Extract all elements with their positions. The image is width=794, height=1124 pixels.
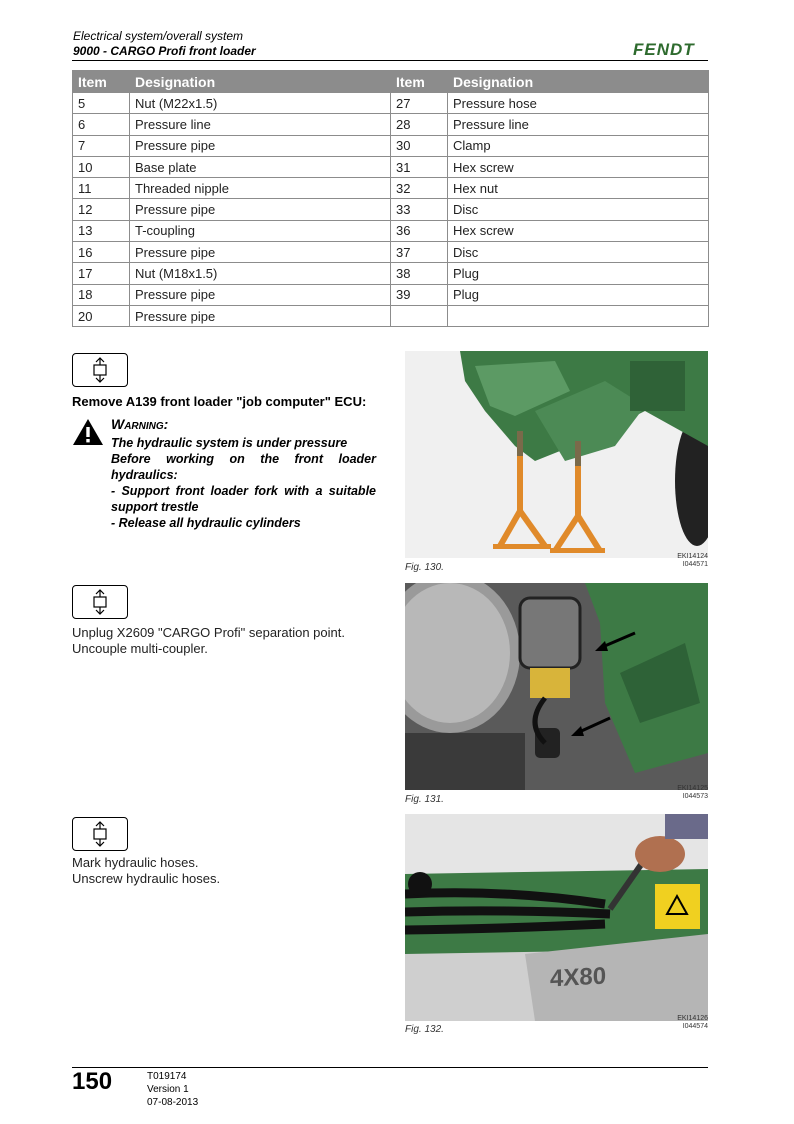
instruction-line: Unplug X2609 "CARGO Profi" separation point. [72,625,345,640]
parts-table [72,70,709,327]
header-divider [72,60,708,61]
designation-cell: Pressure pipe [130,135,391,156]
table-header-row [73,71,709,93]
item-cell: 7 [73,135,130,156]
table-row [73,199,709,220]
item-cell: 6 [73,114,130,135]
figure-130-photo [405,351,708,558]
designation-cell: Nut (M22x1.5) [130,93,391,114]
figure-code-line: I044571 [682,561,708,568]
item-cell: 28 [391,114,448,135]
item-cell: 17 [73,263,130,284]
item-cell: 38 [391,263,448,284]
fendt-logo: FENDT [633,40,695,59]
figure-130-code [605,553,708,569]
designation-cell: T-coupling [130,220,391,241]
designation-cell: Pressure pipe [130,305,391,326]
designation-cell: Pressure pipe [130,199,391,220]
document-code: T019174 [147,1071,187,1082]
figure-131-caption: Fig. 131. [405,794,444,805]
designation-cell: Hex nut [448,178,709,199]
item-cell: 37 [391,242,448,263]
footer-info [147,1070,198,1109]
item-cell: 10 [73,156,130,177]
table-row [73,93,709,114]
designation-cell: Plug [448,263,709,284]
step3-instructions [72,855,220,887]
designation-cell: Pressure line [130,114,391,135]
warning-title [111,416,168,432]
adjust-arrows-icon [89,589,111,615]
step2-instructions [72,625,345,657]
item-cell: 12 [73,199,130,220]
designation-cell: Hex screw [448,220,709,241]
designation-cell: Base plate [130,156,391,177]
table-row [73,263,709,284]
item-cell: 30 [391,135,448,156]
procedure-step-icon [72,585,128,619]
table-row [73,156,709,177]
figure-132-photo [405,814,708,1021]
designation-cell: Disc [448,199,709,220]
warning-icon [72,418,104,446]
designation-cell: Disc [448,242,709,263]
table-row [73,242,709,263]
item-cell: 16 [73,242,130,263]
procedure-step-icon [72,353,128,387]
procedure-step-icon [72,817,128,851]
table-row [73,114,709,135]
table-row [73,305,709,326]
item-cell: 39 [391,284,448,305]
front-loader-on-trestles-image [405,351,708,558]
figure-code-line: EKI14124 [677,553,708,560]
warning-line: The hydraulic system is under pressure [111,436,348,450]
col-header-designation: Designation [130,71,391,93]
instruction-line: Mark hydraulic hoses. [72,855,199,870]
designation-cell: Pressure line [448,114,709,135]
document-version: Version 1 [147,1084,189,1095]
section-title: Electrical system/overall system [73,29,244,43]
adjust-arrows-icon [89,357,111,383]
item-cell: 27 [391,93,448,114]
item-cell: 32 [391,178,448,199]
instruction-line: Unscrew hydraulic hoses. [72,871,221,886]
figure-code-line: EKI14126 [677,1015,708,1022]
warning-line: - Support front loader fork with a suitable support trestle [111,484,376,514]
designation-cell [448,305,709,326]
designation-cell: Pressure pipe [130,284,391,305]
adjust-arrows-icon [89,821,111,847]
designation-cell: Hex screw [448,156,709,177]
warning-line: - Release all hydraulic cylinders [111,516,301,530]
item-cell: 20 [73,305,130,326]
item-cell: 18 [73,284,130,305]
footer-divider [72,1067,708,1068]
designation-cell: Pressure pipe [130,242,391,263]
warning-line: Before working on the front loader hydraulics: [111,452,376,482]
figure-code-line: EKI14125 [677,785,708,792]
subsection-title: 9000 - CARGO Profi front loader [73,44,256,58]
col-header-item: Item [391,71,448,93]
item-cell [391,305,448,326]
col-header-item: Item [73,71,130,93]
item-cell: 13 [73,220,130,241]
table-row [73,220,709,241]
decal-4x80: 4X80 [550,962,607,993]
designation-cell: Threaded nipple [130,178,391,199]
designation-cell: Clamp [448,135,709,156]
figure-132-caption: Fig. 132. [405,1024,444,1035]
figure-131-photo [405,583,708,790]
table-row [73,178,709,199]
figure-code-line: I044573 [682,793,708,800]
item-cell: 36 [391,220,448,241]
designation-cell: Pressure hose [448,93,709,114]
figure-130-caption: Fig. 130. [405,562,444,573]
col-header-designation: Designation [448,71,709,93]
step1-heading: Remove A139 front loader "job computer" ECU: [72,394,367,409]
page-number: 150 [72,1068,113,1095]
warning-text [111,435,376,531]
item-cell: 11 [73,178,130,199]
designation-cell: Nut (M18x1.5) [130,263,391,284]
figure-132-code [605,1015,708,1031]
item-cell: 31 [391,156,448,177]
table-row [73,135,709,156]
item-cell: 33 [391,199,448,220]
item-cell: 5 [73,93,130,114]
table-row [73,284,709,305]
figure-code-line: I044574 [682,1023,708,1030]
separation-point-connector-image [405,583,708,790]
document-date: 07-08-2013 [147,1097,199,1108]
figure-131-code [605,785,708,801]
designation-cell: Plug [448,284,709,305]
warning-title-text: Warning: [111,416,169,432]
instruction-line: Uncouple multi-coupler. [72,641,208,656]
